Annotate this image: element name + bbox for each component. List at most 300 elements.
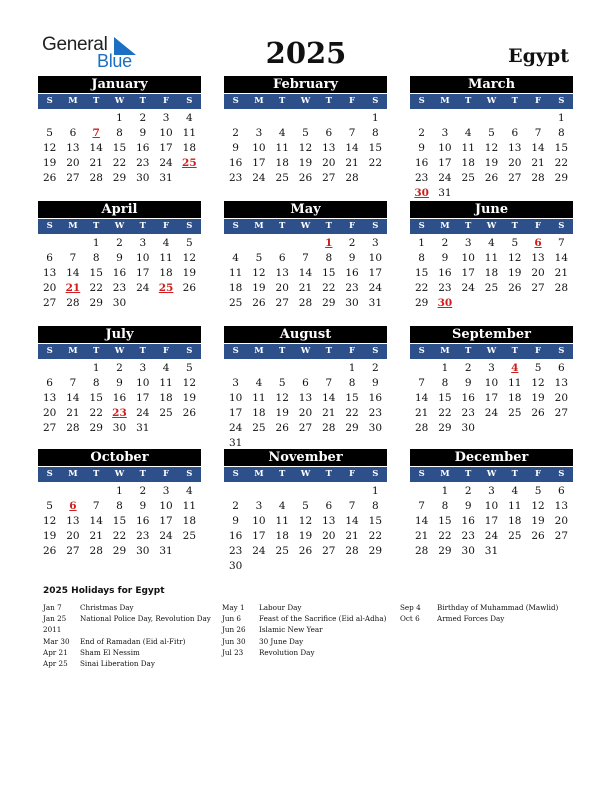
day-cell: 24 bbox=[438, 172, 452, 184]
day-cell: 6 bbox=[46, 377, 53, 389]
empty-cell bbox=[317, 111, 340, 126]
day-cell: 15 bbox=[322, 267, 336, 279]
day-cell: 13 bbox=[275, 267, 289, 279]
day-cell: 24 bbox=[252, 172, 266, 184]
day-cell: 6 bbox=[278, 252, 286, 264]
day-cell: 3 bbox=[139, 362, 147, 374]
weekday-label: T bbox=[279, 469, 286, 479]
weekday-label: S bbox=[46, 346, 53, 356]
day-cell: 25 bbox=[159, 407, 173, 419]
day-cell: 13 bbox=[298, 392, 313, 404]
day-cell: 18 bbox=[275, 157, 289, 169]
day-cell: 8 bbox=[372, 500, 379, 512]
day-cell: 13 bbox=[42, 392, 57, 404]
month-february bbox=[224, 76, 387, 186]
weekday-label: W bbox=[486, 346, 497, 356]
weekday-label: S bbox=[232, 221, 239, 231]
month-november bbox=[224, 449, 387, 574]
day-cell: 19 bbox=[298, 530, 313, 542]
empty-cell bbox=[247, 236, 270, 251]
weekday-label: T bbox=[139, 346, 146, 356]
day-cell: 9 bbox=[464, 377, 472, 389]
day-cell: 14 bbox=[66, 267, 80, 279]
day-cell: 7 bbox=[558, 237, 565, 249]
day-cell: 19 bbox=[298, 157, 313, 169]
day-cell: 7 bbox=[69, 252, 77, 264]
weekday-label: S bbox=[186, 469, 193, 479]
day-cell: 27 bbox=[508, 172, 522, 184]
empty-cell bbox=[410, 111, 433, 126]
empty-cell bbox=[38, 236, 61, 251]
day-cell: 22 bbox=[438, 530, 452, 542]
day-cell: 20 bbox=[66, 530, 80, 542]
weekday-label: T bbox=[325, 346, 332, 356]
day-cell: 28 bbox=[345, 545, 359, 557]
weekday-label: T bbox=[279, 96, 286, 106]
day-cell: 31 bbox=[136, 422, 150, 434]
weekday-label: W bbox=[114, 346, 125, 356]
weekday-label: S bbox=[372, 96, 379, 106]
weekday-label: F bbox=[163, 346, 170, 356]
day-cell: 4 bbox=[488, 237, 495, 249]
weekday-label: M bbox=[440, 221, 450, 231]
weekday-label: T bbox=[511, 96, 518, 106]
day-cell: 11 bbox=[159, 252, 173, 264]
day-cell: 13 bbox=[531, 252, 545, 264]
day-cell: 2 bbox=[139, 112, 147, 124]
day-cell: 23 bbox=[368, 407, 383, 419]
day-cell: 11 bbox=[275, 142, 289, 154]
day-cell: 5 bbox=[255, 252, 263, 264]
day-cell: 30 bbox=[136, 545, 150, 557]
day-cell: 9 bbox=[139, 500, 147, 512]
holiday-row bbox=[222, 602, 386, 613]
day-cell: 8 bbox=[116, 500, 123, 512]
weekday-label: M bbox=[254, 96, 264, 106]
day-cell: 24 bbox=[159, 157, 173, 169]
day-cell: 17 bbox=[159, 142, 173, 154]
day-cell: 23 bbox=[461, 407, 475, 419]
holiday-name: Feast of the Sacrifice (Eid al-Adha) bbox=[259, 614, 387, 624]
day-cell: 9 bbox=[232, 142, 239, 154]
day-cell: 2 bbox=[372, 362, 379, 374]
day-cell: 1 bbox=[348, 362, 356, 374]
day-cell: 15 bbox=[438, 515, 452, 527]
day-cell: 28 bbox=[414, 545, 429, 557]
day-cell: 22 bbox=[345, 407, 359, 419]
day-cell: 4 bbox=[162, 362, 170, 374]
day-cell: 18 bbox=[228, 282, 243, 294]
holiday-day: 30 bbox=[437, 297, 453, 309]
day-cell: 30 bbox=[112, 297, 127, 309]
day-cell: 1 bbox=[441, 362, 449, 374]
day-cell: 8 bbox=[558, 127, 565, 139]
day-cell: 19 bbox=[275, 407, 289, 419]
month-title: March bbox=[410, 76, 573, 93]
day-cell: 27 bbox=[322, 545, 336, 557]
weekday-header bbox=[38, 94, 201, 109]
day-cell: 28 bbox=[322, 422, 336, 434]
day-cell: 22 bbox=[112, 157, 127, 169]
weekday-label: T bbox=[465, 469, 472, 479]
day-cell: 8 bbox=[441, 500, 449, 512]
day-cell: 8 bbox=[372, 127, 379, 139]
holiday-row bbox=[43, 636, 211, 647]
empty-cell bbox=[480, 111, 503, 126]
day-cell: 14 bbox=[414, 392, 429, 404]
day-cell: 10 bbox=[159, 500, 173, 512]
day-grid bbox=[38, 484, 201, 559]
day-cell: 3 bbox=[255, 127, 263, 139]
empty-cell bbox=[271, 484, 294, 499]
day-cell: 12 bbox=[275, 392, 289, 404]
day-cell: 21 bbox=[414, 530, 429, 542]
day-cell: 29 bbox=[89, 422, 103, 434]
day-cell: 10 bbox=[461, 252, 475, 264]
day-cell: 5 bbox=[511, 237, 519, 249]
day-cell: 22 bbox=[554, 157, 569, 169]
weekday-label: T bbox=[511, 469, 518, 479]
day-cell: 21 bbox=[89, 157, 103, 169]
holiday-date: Jan 25 bbox=[43, 614, 67, 624]
day-cell: 11 bbox=[182, 500, 197, 512]
day-cell: 24 bbox=[368, 282, 383, 294]
day-grid bbox=[38, 111, 201, 186]
day-cell: 22 bbox=[368, 530, 383, 542]
empty-cell bbox=[503, 111, 526, 126]
empty-cell bbox=[247, 111, 270, 126]
day-cell: 28 bbox=[554, 282, 569, 294]
day-cell: 12 bbox=[298, 142, 313, 154]
day-cell: 7 bbox=[418, 500, 425, 512]
month-title: October bbox=[38, 449, 201, 466]
day-cell: 28 bbox=[66, 297, 80, 309]
day-cell: 11 bbox=[275, 515, 289, 527]
month-title: June bbox=[410, 201, 573, 218]
holiday-day: 6 bbox=[69, 500, 77, 512]
day-cell: 1 bbox=[418, 237, 425, 249]
day-cell: 25 bbox=[275, 172, 289, 184]
holiday-date: Sep 4 bbox=[400, 603, 421, 612]
day-cell: 20 bbox=[531, 267, 545, 279]
holiday-name: Labour Day bbox=[259, 603, 302, 612]
empty-cell bbox=[61, 361, 84, 376]
day-cell: 17 bbox=[136, 392, 150, 404]
day-cell: 15 bbox=[112, 515, 127, 527]
empty-cell bbox=[224, 361, 247, 376]
weekday-label: M bbox=[440, 346, 450, 356]
day-cell: 26 bbox=[298, 172, 313, 184]
month-title: May bbox=[224, 201, 387, 218]
day-cell: 31 bbox=[484, 545, 499, 557]
weekday-label: M bbox=[68, 346, 78, 356]
day-cell: 26 bbox=[531, 407, 545, 419]
day-cell: 12 bbox=[484, 142, 499, 154]
day-cell: 25 bbox=[228, 297, 243, 309]
weekday-label: T bbox=[93, 221, 100, 231]
day-cell: 16 bbox=[112, 392, 127, 404]
day-cell: 18 bbox=[275, 530, 289, 542]
day-cell: 26 bbox=[182, 282, 197, 294]
weekday-label: S bbox=[558, 469, 565, 479]
day-cell: 5 bbox=[46, 500, 53, 512]
day-cell: 10 bbox=[136, 377, 150, 389]
day-cell: 5 bbox=[186, 362, 193, 374]
empty-cell bbox=[85, 111, 108, 126]
weekday-label: M bbox=[440, 469, 450, 479]
day-cell: 29 bbox=[112, 172, 127, 184]
weekday-label: T bbox=[511, 346, 518, 356]
day-cell: 4 bbox=[186, 112, 193, 124]
empty-cell bbox=[271, 361, 294, 376]
day-cell: 7 bbox=[418, 377, 425, 389]
day-cell: 11 bbox=[228, 267, 243, 279]
day-cell: 31 bbox=[228, 437, 243, 449]
day-cell: 2 bbox=[464, 362, 472, 374]
day-cell: 15 bbox=[345, 392, 359, 404]
empty-cell bbox=[340, 484, 363, 499]
empty-cell bbox=[294, 484, 317, 499]
day-cell: 22 bbox=[414, 282, 429, 294]
day-cell: 11 bbox=[182, 127, 197, 139]
day-cell: 21 bbox=[89, 530, 103, 542]
day-cell: 23 bbox=[438, 282, 452, 294]
day-cell: 28 bbox=[414, 422, 429, 434]
day-cell: 15 bbox=[554, 142, 569, 154]
day-cell: 16 bbox=[345, 267, 359, 279]
day-cell: 10 bbox=[484, 500, 499, 512]
day-cell: 11 bbox=[508, 500, 522, 512]
holiday-day: 25 bbox=[158, 282, 174, 294]
weekday-label: S bbox=[372, 346, 379, 356]
holiday-row bbox=[222, 613, 386, 624]
day-cell: 29 bbox=[112, 545, 127, 557]
day-cell: 26 bbox=[252, 297, 266, 309]
day-cell: 18 bbox=[159, 392, 173, 404]
day-cell: 4 bbox=[278, 500, 286, 512]
day-cell: 28 bbox=[345, 172, 359, 184]
day-cell: 8 bbox=[116, 127, 123, 139]
day-cell: 2 bbox=[464, 485, 472, 497]
holiday-row bbox=[43, 647, 211, 658]
day-cell: 3 bbox=[162, 112, 170, 124]
weekday-label: M bbox=[68, 469, 78, 479]
holiday-row bbox=[222, 624, 386, 635]
day-cell: 29 bbox=[345, 422, 359, 434]
weekday-label: T bbox=[139, 221, 146, 231]
day-cell: 15 bbox=[368, 515, 383, 527]
day-cell: 28 bbox=[89, 172, 103, 184]
empty-cell bbox=[317, 484, 340, 499]
day-cell: 11 bbox=[159, 377, 173, 389]
day-cell: 21 bbox=[414, 407, 429, 419]
day-cell: 3 bbox=[162, 485, 170, 497]
calendar-year: 2025 bbox=[265, 36, 347, 70]
weekday-label: T bbox=[93, 96, 100, 106]
day-cell: 19 bbox=[484, 157, 499, 169]
day-cell: 3 bbox=[441, 127, 449, 139]
day-cell: 8 bbox=[92, 377, 100, 389]
day-cell: 27 bbox=[275, 297, 289, 309]
day-cell: 7 bbox=[325, 377, 333, 389]
day-cell: 7 bbox=[534, 127, 542, 139]
day-cell: 13 bbox=[66, 515, 80, 527]
empty-cell bbox=[410, 361, 433, 376]
empty-cell bbox=[294, 111, 317, 126]
holiday-date: Jun 26 bbox=[222, 625, 246, 635]
day-cell: 19 bbox=[531, 392, 545, 404]
day-cell: 12 bbox=[531, 377, 545, 389]
day-cell: 18 bbox=[484, 267, 499, 279]
day-cell: 5 bbox=[186, 237, 193, 249]
day-cell: 25 bbox=[182, 530, 197, 542]
weekday-label: S bbox=[46, 96, 53, 106]
day-cell: 31 bbox=[159, 172, 173, 184]
day-cell: 16 bbox=[414, 157, 429, 169]
weekday-header bbox=[410, 219, 573, 234]
day-cell: 10 bbox=[484, 377, 499, 389]
day-cell: 19 bbox=[508, 267, 522, 279]
weekday-label: F bbox=[535, 346, 542, 356]
day-cell: 27 bbox=[66, 545, 80, 557]
day-cell: 17 bbox=[461, 267, 475, 279]
day-cell: 4 bbox=[232, 252, 239, 264]
day-cell: 27 bbox=[554, 407, 569, 419]
day-cell: 21 bbox=[531, 157, 545, 169]
day-cell: 2 bbox=[441, 237, 449, 249]
weekday-label: M bbox=[254, 469, 264, 479]
day-cell: 6 bbox=[558, 362, 565, 374]
weekday-header bbox=[38, 344, 201, 359]
weekday-label: T bbox=[465, 221, 472, 231]
day-cell: 26 bbox=[275, 422, 289, 434]
day-cell: 27 bbox=[531, 282, 545, 294]
day-cell: 31 bbox=[438, 187, 452, 199]
day-cell: 24 bbox=[136, 282, 150, 294]
day-cell: 30 bbox=[368, 422, 383, 434]
day-cell: 3 bbox=[464, 237, 472, 249]
empty-cell bbox=[61, 236, 84, 251]
month-title: August bbox=[224, 326, 387, 343]
day-cell: 10 bbox=[159, 127, 173, 139]
weekday-label: W bbox=[300, 469, 311, 479]
weekday-label: S bbox=[46, 221, 53, 231]
day-cell: 9 bbox=[116, 377, 123, 389]
day-cell: 15 bbox=[112, 142, 127, 154]
holiday-name: Christmas Day bbox=[80, 603, 134, 612]
day-cell: 20 bbox=[275, 282, 289, 294]
day-cell: 22 bbox=[438, 407, 452, 419]
day-cell: 22 bbox=[322, 282, 336, 294]
day-cell: 26 bbox=[42, 545, 57, 557]
holiday-date: Apr 21 bbox=[43, 647, 68, 657]
day-cell: 11 bbox=[508, 377, 522, 389]
weekday-header bbox=[38, 219, 201, 234]
day-cell: 6 bbox=[69, 127, 77, 139]
day-cell: 12 bbox=[42, 515, 57, 527]
day-cell: 23 bbox=[228, 545, 243, 557]
day-cell: 27 bbox=[66, 172, 80, 184]
day-cell: 17 bbox=[484, 392, 499, 404]
weekday-header bbox=[410, 94, 573, 109]
day-cell: 25 bbox=[275, 545, 289, 557]
month-may bbox=[224, 201, 387, 311]
day-cell: 14 bbox=[345, 142, 359, 154]
day-cell: 6 bbox=[558, 485, 565, 497]
day-cell: 9 bbox=[464, 500, 472, 512]
day-cell: 11 bbox=[252, 392, 266, 404]
day-cell: 22 bbox=[112, 530, 127, 542]
day-cell: 10 bbox=[136, 252, 150, 264]
day-cell: 1 bbox=[92, 362, 100, 374]
day-cell: 22 bbox=[89, 282, 103, 294]
day-cell: 13 bbox=[508, 142, 522, 154]
day-cell: 23 bbox=[345, 282, 359, 294]
day-cell: 13 bbox=[554, 377, 569, 389]
day-cell: 22 bbox=[368, 157, 383, 169]
weekday-label: F bbox=[349, 96, 356, 106]
weekday-label: S bbox=[418, 469, 425, 479]
holiday-row bbox=[43, 624, 211, 635]
day-cell: 29 bbox=[368, 545, 383, 557]
day-cell: 1 bbox=[116, 485, 123, 497]
day-cell: 14 bbox=[89, 515, 103, 527]
holiday-row bbox=[222, 636, 386, 647]
weekday-header bbox=[410, 467, 573, 482]
weekday-label: W bbox=[300, 346, 311, 356]
weekday-label: W bbox=[486, 96, 497, 106]
holiday-row bbox=[43, 602, 211, 613]
day-cell: 3 bbox=[255, 500, 263, 512]
empty-cell bbox=[433, 111, 456, 126]
day-cell: 24 bbox=[252, 545, 266, 557]
day-cell: 2 bbox=[418, 127, 425, 139]
empty-cell bbox=[247, 484, 270, 499]
day-cell: 16 bbox=[228, 530, 243, 542]
day-cell: 7 bbox=[302, 252, 309, 264]
day-cell: 24 bbox=[484, 407, 499, 419]
holiday-day: 1 bbox=[325, 237, 333, 249]
day-cell: 30 bbox=[228, 560, 243, 572]
month-title: January bbox=[38, 76, 201, 93]
weekday-label: F bbox=[535, 469, 542, 479]
day-grid bbox=[224, 111, 387, 186]
day-cell: 19 bbox=[252, 282, 266, 294]
empty-cell bbox=[38, 484, 61, 499]
day-grid bbox=[410, 484, 573, 559]
month-title: November bbox=[224, 449, 387, 466]
day-cell: 19 bbox=[42, 530, 57, 542]
holiday-name: End of Ramadan (Eid al-Fitr) bbox=[80, 636, 186, 646]
day-cell: 4 bbox=[511, 485, 519, 497]
empty-cell bbox=[317, 361, 340, 376]
day-cell: 26 bbox=[42, 172, 57, 184]
day-grid bbox=[38, 361, 201, 436]
day-cell: 9 bbox=[139, 127, 147, 139]
day-cell: 21 bbox=[66, 407, 80, 419]
weekday-label: F bbox=[163, 469, 170, 479]
day-cell: 20 bbox=[322, 530, 336, 542]
day-cell: 25 bbox=[484, 282, 499, 294]
day-cell: 1 bbox=[558, 112, 565, 124]
day-cell: 12 bbox=[508, 252, 522, 264]
weekday-label: W bbox=[114, 469, 125, 479]
day-cell: 9 bbox=[418, 142, 425, 154]
day-cell: 18 bbox=[159, 267, 173, 279]
month-title: July bbox=[38, 326, 201, 343]
day-cell: 24 bbox=[136, 407, 150, 419]
day-cell: 16 bbox=[112, 267, 127, 279]
